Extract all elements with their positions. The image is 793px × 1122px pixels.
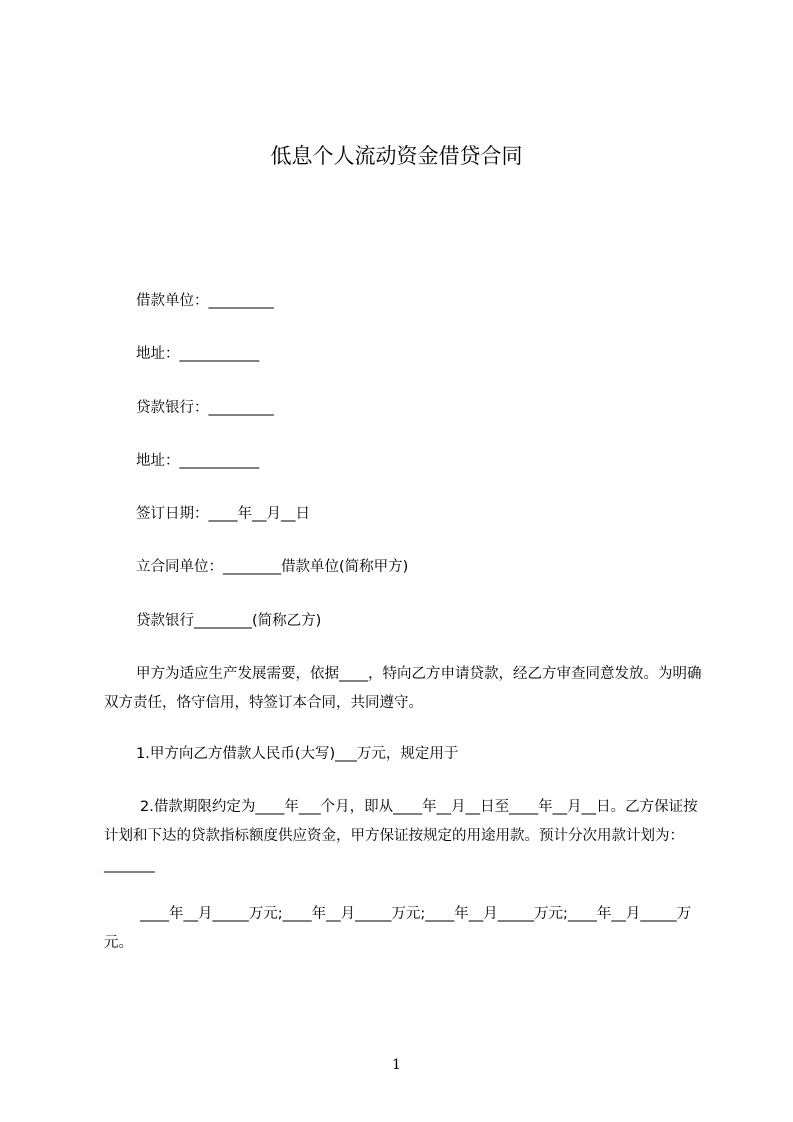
contract-party-a-field: 立合同单位：________借款单位(简称甲方) [136, 559, 409, 575]
preamble-text: 甲方为适应生产发展需要，依据____，特向乙方申请贷款，经乙方审查同意发放。为明确双方责任，恪守信用，特签订本合同，共同遵守。 [104, 666, 702, 711]
disbursement-plan-text: ____年__月_____万元;____年__月_____万元;____年__月_____万元;____年__月_____万元。 [104, 906, 692, 951]
bank-address-field: 地址：___________ [136, 453, 260, 469]
preamble-paragraph [104, 660, 704, 718]
page-number: 1 [392, 1057, 401, 1073]
disbursement-plan-paragraph [104, 900, 704, 958]
clause-1-paragraph [104, 740, 704, 769]
clause-2-paragraph [104, 793, 704, 880]
clause-1-text: 1.甲方向乙方借款人民币(大写)___万元，规定用于 [136, 746, 459, 762]
signing-date-field: 签订日期：____年__月__日 [136, 506, 310, 522]
borrower-address-field: 地址：___________ [136, 346, 260, 362]
document-title: 低息个人流动资金借贷合同 [270, 144, 523, 168]
borrower-field: 借款单位：_________ [136, 293, 274, 309]
clause-2-text: 2.借款期限约定为____年___个月，即从____年__月__日至____年__月__日。乙方保证按计划和下达的贷款指标额度供应资金，甲方保证按规定的用途用款。预计分次用款计划为：_______ [104, 799, 698, 873]
lending-bank-field: 贷款银行：_________ [136, 400, 274, 416]
contract-party-b-field: 贷款银行________(简称乙方) [136, 613, 322, 629]
